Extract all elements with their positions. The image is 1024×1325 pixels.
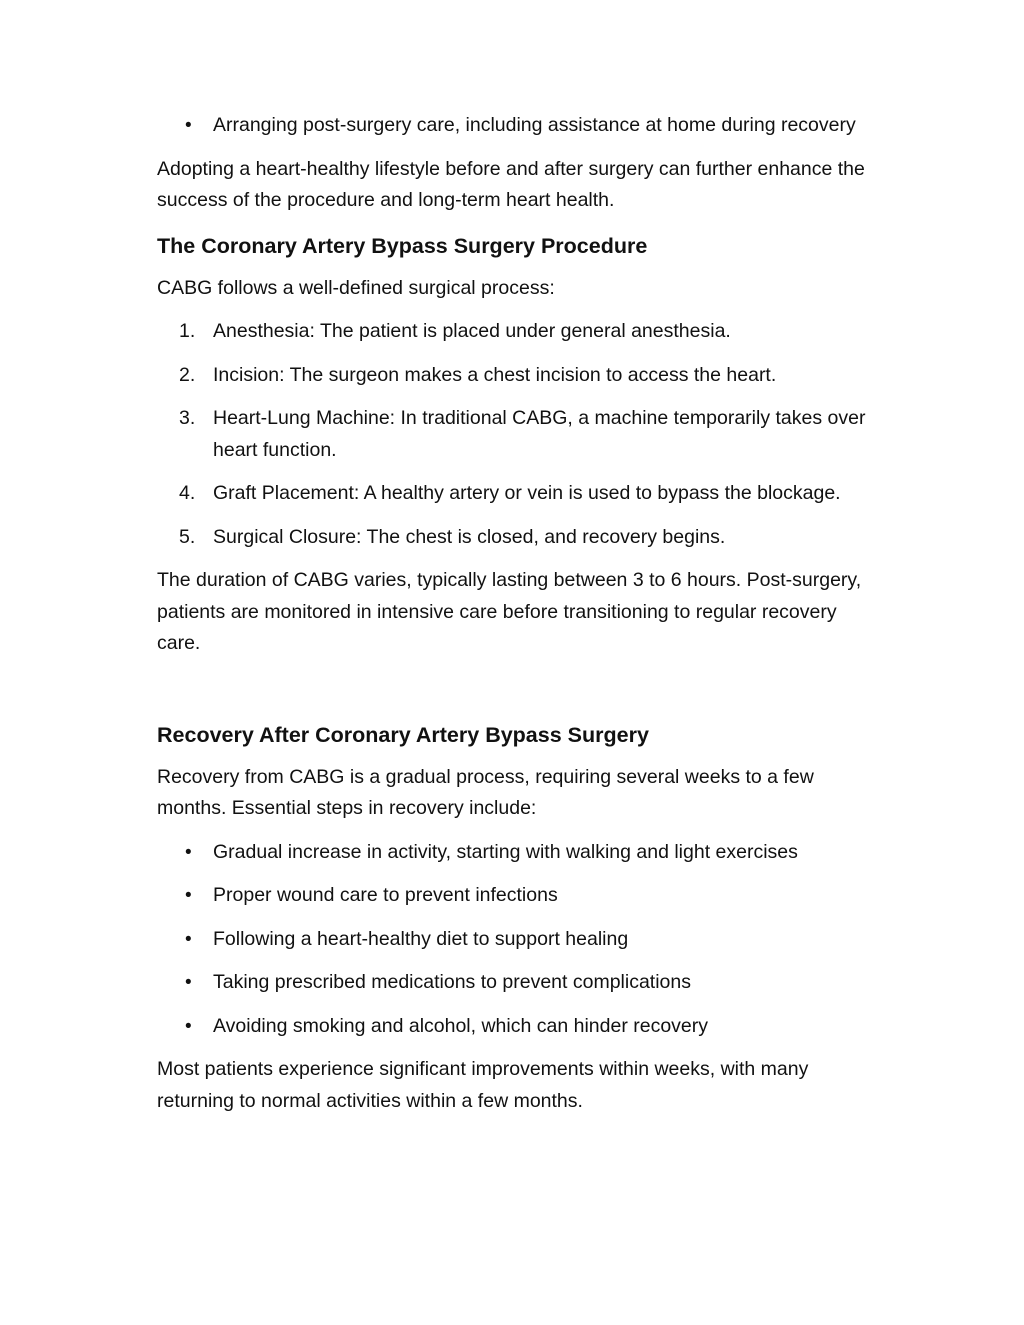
procedure-heading: The Coronary Artery Bypass Surgery Procedure [157,233,648,258]
step-number: 5. [179,525,196,548]
bullet-icon: • [185,928,192,950]
list-item [157,316,877,348]
lifestyle-paragraph: Adopting a heart-healthy lifestyle before and after surgery can further enhance the success of the procedure and long-term heart health. [157,157,865,211]
list-item-text: Proper wound care to prevent infections [213,884,558,906]
list-item [157,880,877,912]
procedure-intro: CABG follows a well-defined surgical process: [157,276,555,299]
bullet-icon: • [185,115,192,136]
list-item [157,403,877,466]
list-item [157,837,877,869]
list-item [157,110,877,142]
bullet-icon: • [185,885,192,906]
pre-care-list [157,110,877,142]
list-item-text: Gradual increase in activity, starting with walking and light exercises [213,840,798,863]
recovery-heading: Recovery After Coronary Artery Bypass Surgery [157,722,649,747]
list-item [157,967,877,999]
recovery-intro: Recovery from CABG is a gradual process, requiring several weeks to a few months. Essential steps in recovery include: [157,765,814,819]
step-text: Surgical Closure: The chest is closed, and recovery begins. [213,525,726,548]
step-text: Heart-Lung Machine: In traditional CABG, a machine temporarily takes over heart function. [213,407,866,461]
list-item-text: Following a heart-healthy diet to support healing [213,927,629,950]
duration-paragraph: The duration of CABG varies, typically lasting between 3 to 6 hours. Post-surgery, patients are monitored in intensive care before transitioning to regular recovery care. [157,569,862,654]
step-number: 3. [179,407,196,429]
bullet-icon: • [185,841,192,863]
step-number: 4. [179,482,196,504]
list-item [157,478,877,510]
list-item [157,360,877,392]
recovery-steps-list [157,837,877,1043]
list-item-text: Taking prescribed medications to prevent complications [213,971,691,993]
list-item [157,522,877,554]
step-text: Anesthesia: The patient is placed under general anesthesia. [213,320,731,342]
procedure-steps-list [157,316,877,553]
step-number: 1. [179,320,196,342]
step-text: Incision: The surgeon makes a chest incision to access the heart. [213,363,777,386]
list-item-text: Arranging post-surgery care, including assistance at home during recovery [213,114,856,136]
bullet-icon: • [185,972,192,993]
document-page [157,110,877,1117]
list-item [157,1011,877,1043]
list-item-text: Avoiding smoking and alcohol, which can hinder recovery [213,1014,709,1037]
step-text: Graft Placement: A healthy artery or vein is used to bypass the blockage. [213,482,841,504]
bullet-icon: • [185,1015,192,1037]
closing-paragraph: Most patients experience significant improvements within weeks, with many returning to normal activities within a few months. [157,1058,809,1112]
step-number: 2. [179,363,196,386]
list-item [157,924,877,956]
